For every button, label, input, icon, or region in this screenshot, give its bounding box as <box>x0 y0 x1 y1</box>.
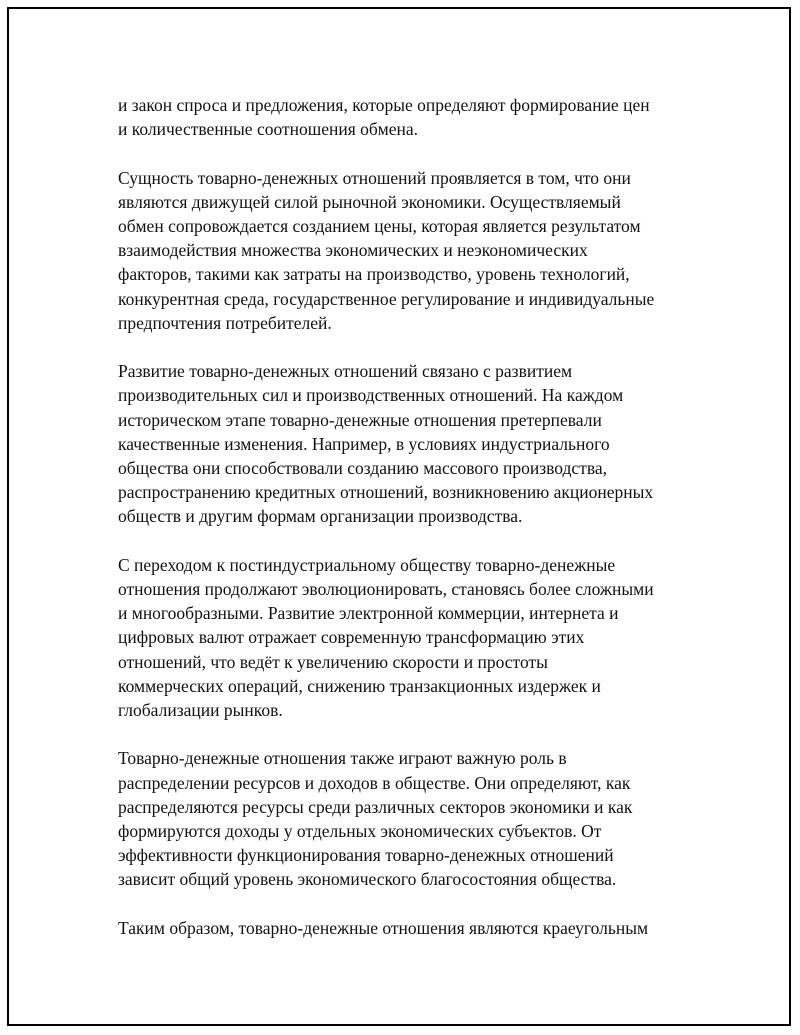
paragraph-2: Сущность товарно-денежных отношений проявляется в том, что они являются движущей силой рыночной экономики. Осуществляемый обмен сопровождается созданием цены, которая является результатом взаимодействия множества экономических и неэкономических факторов, такими как затраты на производство, уровень технологий, конкурентная среда, государственное регулирование и индивидуальные предпочтения потребителей. <box>118 167 655 333</box>
paragraph-4: С переходом к постиндустриальному обществу товарно-денежные отношения продолжают эволюционировать, становясь более сложными и многообразными. Развитие электронной коммерции, интернета и цифровых валют отражает современную трансформацию этих отношений, что ведёт к увеличению скорости и простоты коммерческих операций, снижению транзакционных издержек и глобализации рынков. <box>118 554 654 721</box>
paragraph-5: Товарно-денежные отношения также играют важную роль в распределении ресурсов и доходов в обществе. Они определяют, как распределяются ресурсы среди различных секторов экономики и как формируются доходы у отдельных экономических субъектов. От эффективности функционирования товарно-денежных отношений зависит общий уровень экономического благосостояния общества. <box>118 748 633 890</box>
document-body <box>118 93 718 964</box>
paragraph-1: и закон спроса и предложения, которые определяют формирование цен и количественные соотношения обмена. <box>118 95 650 140</box>
paragraph-6: Таким образом, товарно-денежные отношения являются краеугольным <box>118 917 649 938</box>
paragraph-3: Развитие товарно-денежных отношений связано с развитием производительных сил и производственных отношений. На каждом историческом этапе товарно-денежные отношения претерпевали качественные изменения. Например, в условиях индустриального общества они способствовали созданию массового производства, распространению кредитных отношений, возникновению акционерных обществ и другим формам организации производства. <box>118 361 654 527</box>
